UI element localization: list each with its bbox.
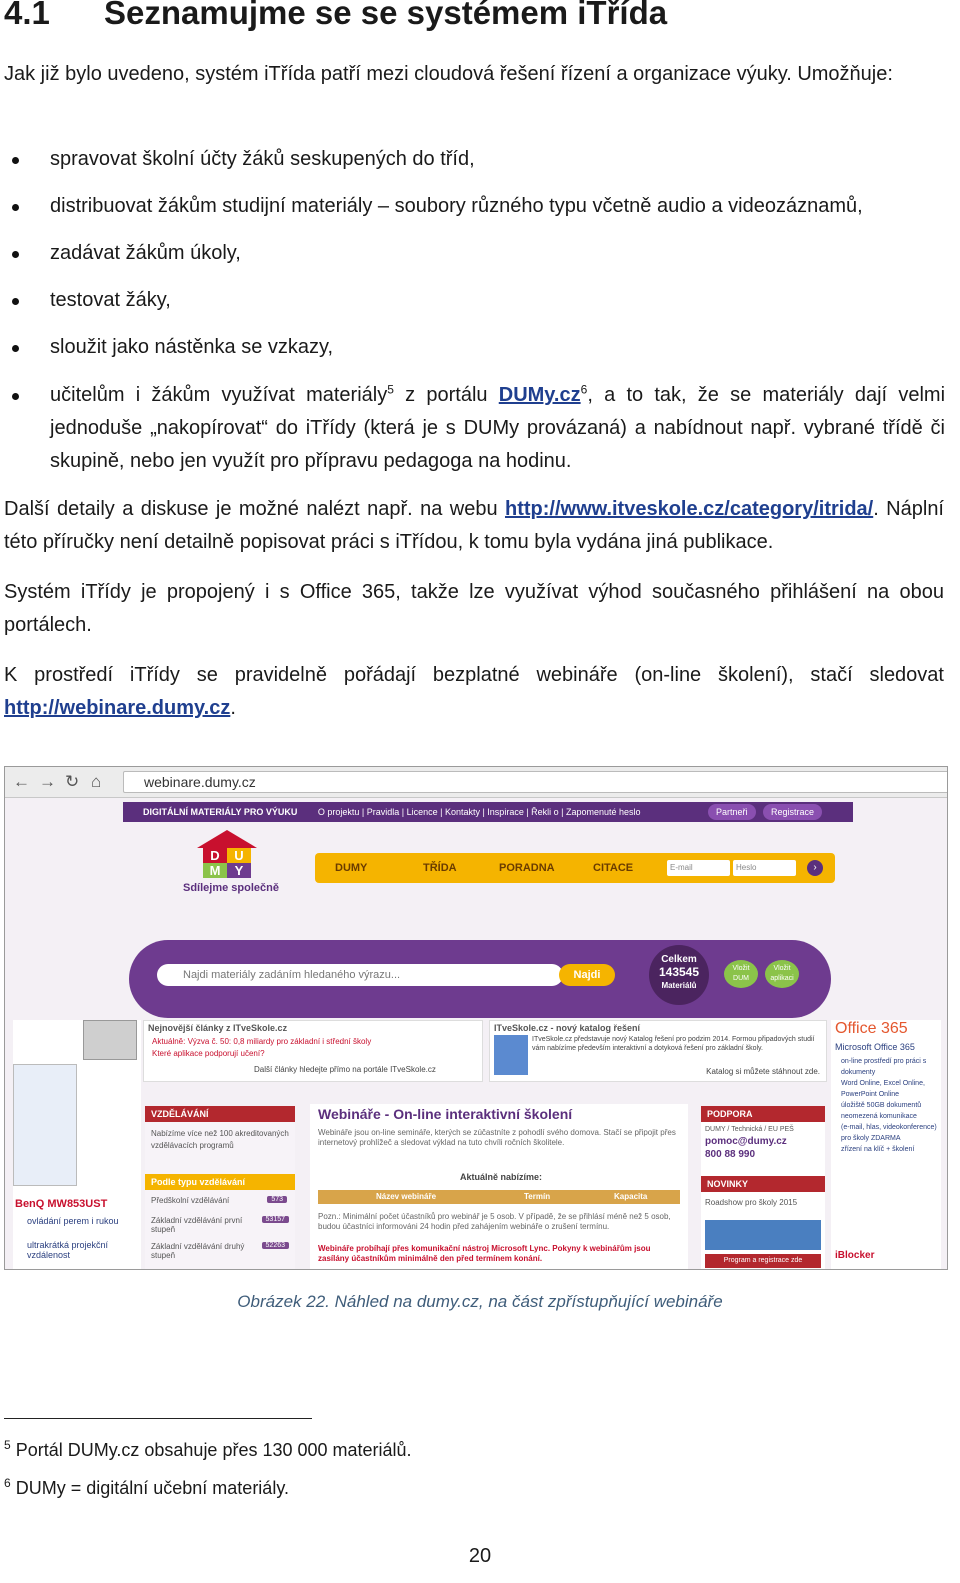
- address-bar[interactable]: webinare.dumy.cz: [123, 771, 948, 793]
- roadshow-image: [705, 1220, 821, 1250]
- footnote-ref[interactable]: 6: [580, 382, 588, 397]
- office-paragraph: Systém iTřídy je propojený i s Office 365, takže lze využívat výhod současného přihlášení na obou portálech.: [4, 581, 944, 636]
- footnote: $^5$ Portál DUMy.cz obsahuje přes 130 000 materiálů.: [4, 1438, 412, 1460]
- webinare-link[interactable]: http://webinare.dumy.cz: [4, 697, 231, 719]
- menu-item-trida[interactable]: TŘÍDA: [423, 862, 457, 874]
- main-menu: [315, 853, 835, 883]
- news-panel: Nejnovější články z ITveSkole.cz Aktuálně: Výzva č. 50: 0,8 miliardy pro základní i střední školy Které aplikace podporují učení? Další články hledejte přímo na portále ITveSkole.cz: [143, 1020, 483, 1082]
- webinar-table-header: Název webináře Termín Kapacita: [318, 1190, 680, 1204]
- menu-item-dumy[interactable]: DUMY: [335, 862, 368, 874]
- footnote-divider: [4, 1418, 312, 1419]
- forward-icon[interactable]: →: [39, 772, 56, 791]
- password-field[interactable]: Heslo: [733, 860, 796, 876]
- section-number: 4.1: [4, 0, 50, 31]
- document-page: 4.1 Seznamujme se se systémem iTřída Jak již bylo uvedeno, systém iTřída patří mezi cloudová řešení řízení a organizace výuky. Umožňuje: spravovat školní účty žáků seskupených do tříd, distribuovat žákům studijní materiály – soubory různého typu včetně audio a videozáznamů, zadávat žákům úkoly, testovat žáky, sloužit jako nástěnka se vzkazy, učitelům i žákům využívat materiály$^5$ z portálu $DUMy.cz^6$, a to tak, že se materiály dají velmi jednoduše „nakopírovat“ do iTřídy (která je s DUMy provázaná) a nabídnout např. vybrané třídě či skupině, nebo jen využít pro přípravu pedagoga na hodinu. Další detaily a diskuse je možné nalézt např. na webu http://www.itveskole.cz/category/itrida/. Náplní této příručky není detailně popisovat práci s iTřídou, k tomu byla vydána jiná publikace. Systém iTřídy je propojený i s Office 365, takže lze využívat výhod současného přihlášení na obou portálech. K prostředí iTřídy se pravidelně pořádají bezplatné webináře (on-line školení), stačí sledovat http://webinare.dumy.cz. ← → ↻ ⌂ webinare.dumy.cz DIGITÁLNÍ MATERIÁLY PRO VÝUKU O projektu | Pravidla | Licence | Kontakty | Inspirace | Řekli o | Zapomenuté heslo Partneři Registrace D U M Y Sdílejme společně DUMY TŘÍDA PORADNA CITACE E-mail Heslo › Najdi materiály zadáním hledaného výrazu... Najdi Celkem 143545 Materiálů Vložit DUM Vložit aplikaci BenQ MW853UST ovládání perem i rukou ultrakrátká projekční vzdálenost Nejnovější články z ITveSkole.cz Aktuálně: Výzva č. 50: 0,8 miliardy pro základní i střední školy Které aplikace podporují učení? Další články hledejte přímo na portále ITveSkole.cz ITveSkole.cz - nový katalog řešení ITveSkole.cz představuje nový Katalog řešení pro podzim 2014. Formou připadových studií vám nabízíme především interaktivní a dotyková řešení pro základní školy. Katalog si můžete stáhnout zde. Office 365 Microsoft Office 365 on-line prostředí pro práci s dokumenty Word Online, Excel Online, PowerPoint Online úložiště 50GB dokumentů neomezená komunikace (e-mail, hlas, videokonference) pro školy ZDARMA zřízení na klíč + školení iBlocker VZDĚLÁVÁNÍ Nabízíme více než 100 akreditovaných vzdělávacích programů Podle typu vzdělávání Předškolní vzdělávání 573 Základní vzdělávání první stupeň 53157 Základní vzdělávání druhý stupeň 52263 Webináře - On-line interaktivní školení Webináře jsou on-line semináře, kterých se zúčastníte z pohodlí svého domova. Stačí se připojit přes internetový prohlížeč a sledovat výklad na tuto chvíli ročních školitele. Aktuálně nabízíme: Název webináře Termín Kapacita Pozn.: Minimální počet účastníků pro webinář je 5 osob. V případě, že se přihlásí méně než 5 osob, budou účastníci informováni 24 hodin před zahájením webináře o zrušení termínu. Webináře probíhají přes komunikační nástroj Microsoft Lync. Pokyny k webinářům jsou zasílány účastníkům minimálně den před termínem konání. PODPORA DUMY / Technická / EU PEŠ pomoc@dumy.cz 800 88 990 NOVINKY Roadshow pro školy 2015 Program a registrace zde Obrázek 22. Náhled na dumy.cz, na část zpřístupňující webináře $^5$ Portál DUMy.cz obsahuje přes 130 000 materiálů. $^6$ DUMy = digitální učební materiály. 20: [0, 0, 960, 1583]
- screen-image: [13, 1064, 77, 1186]
- home-icon[interactable]: ⌂: [91, 772, 102, 791]
- bullet-icon: [12, 204, 19, 211]
- footnote-ref[interactable]: 5: [387, 382, 394, 397]
- bullet-icon: [12, 251, 19, 258]
- registration-button[interactable]: Program a registrace zde: [705, 1254, 821, 1268]
- office365-ad[interactable]: Office 365 Microsoft Office 365 on-line prostředí pro práci s dokumenty Word Online, Excel Online, PowerPoint Online úložiště 50GB dokumentů neomezená komunikace (e-mail, hlas, videokonference) pro školy ZDARMA zřízení na klíč + školení iBlocker: [831, 1020, 941, 1270]
- webinar-paragraph: K prostředí iTřídy se pravidelně pořádají bezplatné webináře (on-line školení), stačí sledovat http://webinare.dumy.cz.: [4, 664, 944, 719]
- right-column: PODPORA DUMY / Technická / EU PEŠ pomoc@dumy.cz 800 88 990 NOVINKY Roadshow pro školy 2015 Program a registrace zde: [701, 1106, 825, 1270]
- catalog-image: [494, 1035, 528, 1075]
- vlozit-dum-button[interactable]: Vložit DUM: [724, 960, 758, 988]
- footnote: $^6$ DUMy = digitální učební materiály.: [4, 1476, 289, 1498]
- intro-paragraph: Jak již bylo uvedeno, systém iTřída patří mezi cloudová řešení řízení a organizace výuky. Umožňuje:: [4, 63, 893, 85]
- bullet-icon: [12, 157, 19, 164]
- search-banner: [129, 940, 831, 1018]
- webinar-panel: Webináře - On-line interaktivní školení Webináře jsou on-line semináře, kterých se zúčastníte z pohodlí svého domova. Stačí se připojit přes internetový prohlížeč a sledovat výklad na tuto chvíli ročních školitele. Aktuálně nabízíme: Název webináře Termín Kapacita Pozn.: Minimální počet účastníků pro webinář je 5 osob. V případě, že se přihlásí méně než 5 osob, budou účastníci informováni 24 hodin před zahájením webináře o zrušení termínu. Webináře probíhají přes komunikační nástroj Microsoft Lync. Pokyny k webinářům jsou zasílány účastníkům minimálně den před termínem konání.: [310, 1104, 688, 1270]
- dumy-site: [5, 798, 947, 1269]
- list-item[interactable]: Základní vzdělávání druhý stupeň: [151, 1242, 245, 1260]
- bullet-icon: [12, 393, 19, 400]
- education-column: VZDĚLÁVÁNÍ Nabízíme více než 100 akreditovaných vzdělávacích programů Podle typu vzdělávání Předškolní vzdělávání 573 Základní vzdělávání první stupeň 53157 Základní vzdělávání druhý stupeň 52263: [145, 1106, 295, 1270]
- printer-image: [83, 1020, 137, 1060]
- login-go-icon[interactable]: ›: [807, 860, 823, 876]
- benq-ad[interactable]: BenQ MW853UST ovládání perem i rukou ultrakrátká projekční vzdálenost: [13, 1020, 141, 1270]
- bullet-icon: [12, 345, 19, 352]
- vlozit-aplikaci-button[interactable]: Vložit aplikaci: [765, 960, 799, 988]
- materials-counter: Celkem 143545 Materiálů: [649, 945, 709, 1005]
- catalog-panel: ITveSkole.cz - nový katalog řešení ITveSkole.cz představuje nový Katalog řešení pro podzim 2014. Formou připadových studií vám nabízíme především interaktivní a dotyková řešení pro základní školy. Katalog si můžete stáhnout zde.: [489, 1020, 827, 1082]
- reload-icon[interactable]: ↻: [65, 772, 80, 791]
- registrace-button[interactable]: Registrace: [763, 804, 822, 820]
- search-button[interactable]: Najdi: [559, 964, 615, 986]
- menu-item-citace[interactable]: CITACE: [593, 862, 634, 874]
- section-heading: [4, 0, 667, 32]
- back-icon[interactable]: ←: [13, 772, 30, 791]
- menu-item-poradna[interactable]: PORADNA: [499, 862, 555, 874]
- section-title: Seznamujme se se systémem iTřída: [104, 0, 668, 31]
- website-screenshot: [4, 766, 948, 1270]
- dumy-logo[interactable]: D U M Y Sdílejme společně: [183, 830, 273, 902]
- browser-toolbar: [5, 767, 947, 798]
- figure-caption: Obrázek 22. Náhled na dumy.cz, na část zpřístupňující webináře: [237, 1292, 723, 1311]
- page-number: 20: [468, 1545, 492, 1567]
- bullet-icon: [12, 298, 19, 305]
- itveskole-link[interactable]: http://www.itveskole.cz/category/itrida/: [504, 498, 874, 520]
- list-item[interactable]: Základní vzdělávání první stupeň: [151, 1216, 243, 1234]
- partneri-button[interactable]: Partneři: [708, 804, 756, 820]
- site-topbar: DIGITÁLNÍ MATERIÁLY PRO VÝUKU O projektu | Pravidla | Licence | Kontakty | Inspirace | Řekli o | Zapomenuté heslo Partneři Registrace: [123, 802, 853, 822]
- details-paragraph: Další detaily a diskuse je možné nalézt např. na webu http://www.itveskole.cz/category/itrida/. Náplní této příručky není detailně popisovat práci s iTřídou, k tomu byla vydána jiná publikace.: [4, 498, 944, 553]
- search-input[interactable]: Najdi materiály zadáním hledaného výrazu...: [157, 964, 563, 986]
- email-field[interactable]: E-mail: [667, 860, 730, 876]
- list-item[interactable]: Předškolní vzdělávání 573: [151, 1196, 291, 1205]
- dumy-link[interactable]: DUMy.cz: [498, 384, 581, 406]
